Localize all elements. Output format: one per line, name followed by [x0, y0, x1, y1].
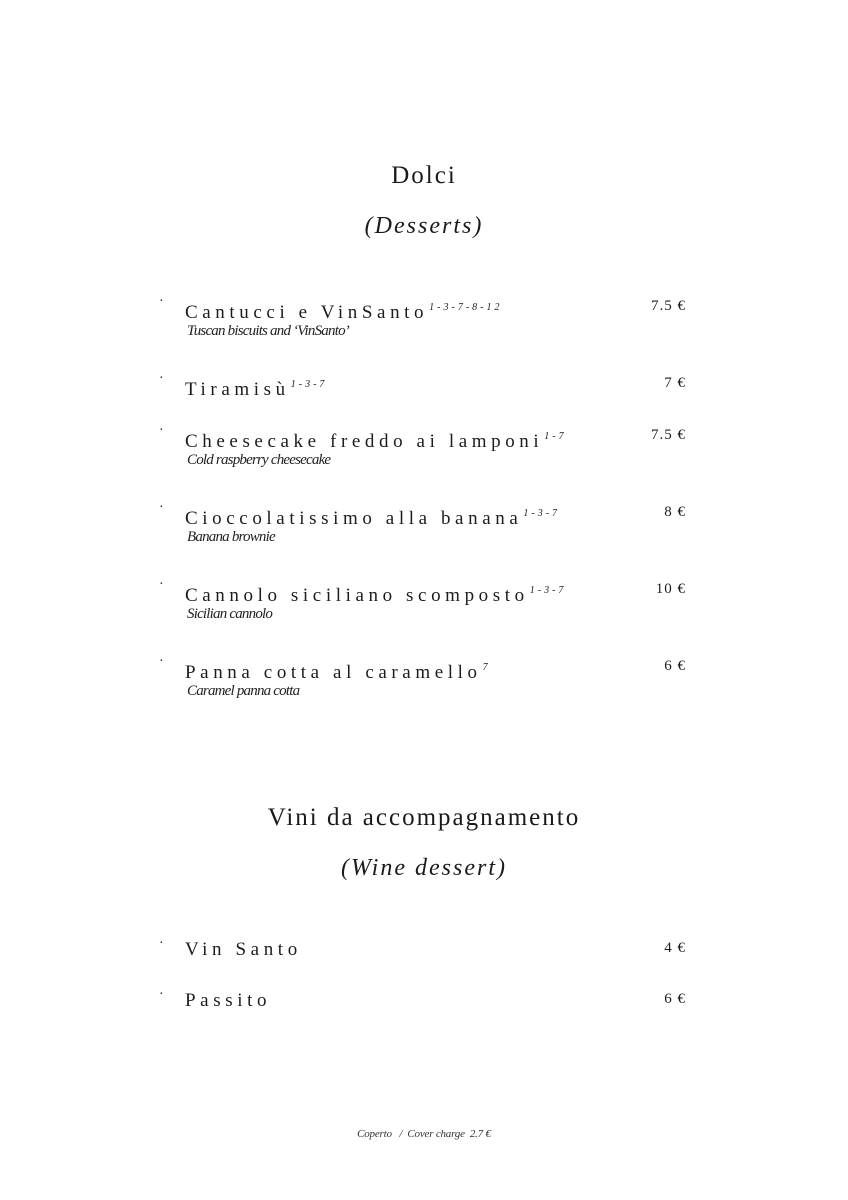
menu-item-vin-santo	[0, 938, 848, 988]
desserts-title: Dolci	[391, 162, 457, 189]
allergen-codes: 1-3-7	[290, 379, 328, 390]
bullet: ·	[159, 987, 164, 1002]
menu-item-cantucci	[0, 296, 848, 346]
item-name: Panna cotta al caramello$^7$	[185, 662, 491, 683]
cover-charge-note: Coperto / Cover charge 2.7 €	[357, 1128, 491, 1140]
item-description: Sicilian cannolo	[187, 606, 273, 622]
allergen-codes: 7	[482, 662, 491, 673]
wines-subtitle: (Wine dessert)	[341, 855, 507, 881]
allergen-codes: 1-3-7	[523, 508, 561, 519]
menu-item-tiramisu	[0, 373, 848, 423]
menu-item-passito	[0, 989, 848, 1039]
item-price: 7.5 €	[651, 427, 686, 443]
item-description: Caramel panna cotta	[187, 683, 300, 699]
allergen-codes: 1-3-7-8-12	[429, 302, 503, 313]
bullet: ·	[159, 371, 164, 386]
desserts-subtitle: (Desserts)	[364, 213, 484, 239]
item-name: Cannolo siciliano scomposto$^{1-3-7}$	[185, 585, 567, 606]
item-price: 7.5 €	[651, 298, 686, 314]
item-name: Tiramisù$^{1-3-7}$	[185, 379, 328, 400]
bullet: ·	[159, 294, 164, 309]
bullet: ·	[159, 577, 164, 592]
bullet: ·	[159, 936, 164, 951]
menu-item-cioccolatissimo	[0, 502, 848, 552]
item-description: Tuscan biscuits and ‘VinSanto’	[187, 323, 349, 339]
item-price: 4 €	[664, 940, 686, 956]
item-price: 7 €	[664, 375, 686, 391]
menu-item-cheesecake	[0, 425, 848, 475]
item-description: Banana brownie	[187, 529, 275, 545]
item-price: 6 €	[664, 658, 686, 674]
item-price: 10 €	[655, 581, 686, 597]
item-name: Cantucci e VinSanto$^{1-3-7-8-12}$	[185, 302, 503, 323]
item-name: Passito	[185, 990, 272, 1011]
allergen-codes: 1-7	[544, 431, 567, 442]
bullet: ·	[159, 423, 164, 438]
item-price: 8 €	[664, 504, 686, 520]
wines-title: Vini da accompagnamento	[267, 804, 581, 831]
bullet: ·	[159, 500, 164, 515]
menu-item-cannolo	[0, 579, 848, 629]
item-description: Cold raspberry cheesecake	[187, 452, 331, 468]
allergen-codes: 1-3-7	[529, 585, 567, 596]
item-name: Cioccolatissimo alla banana$^{1-3-7}$	[185, 508, 561, 529]
bullet: ·	[159, 654, 164, 669]
item-name: Vin Santo	[185, 939, 302, 960]
item-name: Cheesecake freddo ai lamponi$^{1-7}$	[185, 431, 567, 452]
menu-item-panna-cotta	[0, 656, 848, 706]
item-price: 6 €	[664, 991, 686, 1007]
